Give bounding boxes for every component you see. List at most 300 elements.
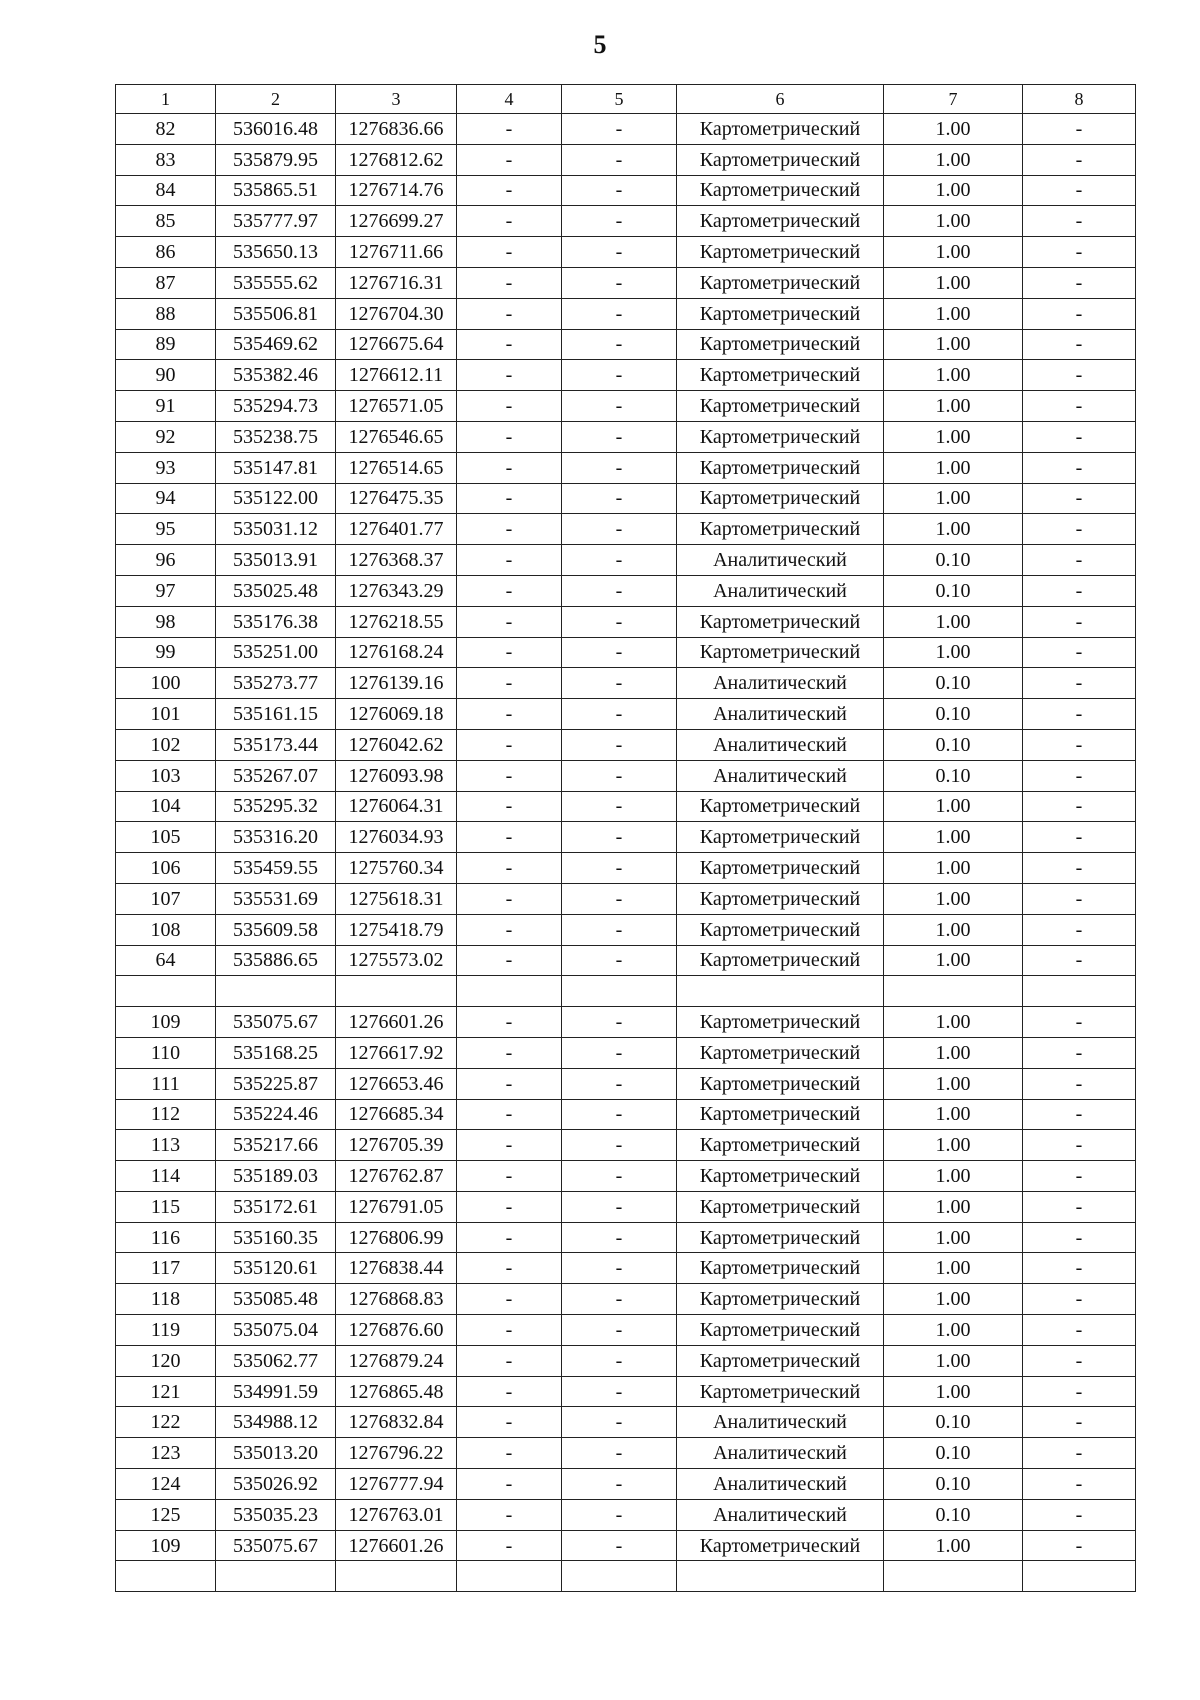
table-cell: -	[1023, 1222, 1136, 1253]
table-cell: -	[457, 545, 562, 576]
table-cell: 535609.58	[216, 914, 336, 945]
table-cell: -	[1023, 1469, 1136, 1500]
column-header: 5	[562, 85, 677, 114]
table-cell: -	[457, 1037, 562, 1068]
table-row	[116, 760, 1136, 791]
table-cell: -	[562, 421, 677, 452]
table-cell: Аналитический	[677, 668, 884, 699]
table-cell: Картометрический	[677, 1315, 884, 1346]
table-row	[116, 699, 1136, 730]
table-cell: 82	[116, 114, 216, 145]
table-row	[116, 637, 1136, 668]
table-row	[116, 1253, 1136, 1284]
table-cell: -	[457, 298, 562, 329]
table-cell: 1.00	[884, 267, 1023, 298]
table-cell: 1276763.01	[336, 1499, 457, 1530]
table-cell: -	[457, 483, 562, 514]
table-cell: -	[562, 791, 677, 822]
table-cell: 535013.91	[216, 545, 336, 576]
table-cell: -	[1023, 175, 1136, 206]
table-cell: Картометрический	[677, 822, 884, 853]
table-cell: 535295.32	[216, 791, 336, 822]
table-cell: 1.00	[884, 360, 1023, 391]
table-cell: 1276762.87	[336, 1161, 457, 1192]
table-row	[116, 822, 1136, 853]
table-cell: 1276139.16	[336, 668, 457, 699]
table-row	[116, 545, 1136, 576]
table-cell: 106	[116, 853, 216, 884]
table-cell: 83	[116, 144, 216, 175]
table-cell: 535469.62	[216, 329, 336, 360]
table-row	[116, 360, 1136, 391]
table-cell: -	[562, 945, 677, 976]
table-cell: 1.00	[884, 791, 1023, 822]
table-cell: Картометрический	[677, 267, 884, 298]
table-cell: Картометрический	[677, 791, 884, 822]
table-cell	[562, 976, 677, 1007]
table-cell: 109	[116, 1007, 216, 1038]
table-cell: Аналитический	[677, 1407, 884, 1438]
table-cell: -	[1023, 267, 1136, 298]
table-cell: 1276218.55	[336, 606, 457, 637]
table-cell	[116, 976, 216, 1007]
table-cell: -	[562, 1345, 677, 1376]
table-cell: -	[562, 1068, 677, 1099]
table-cell: 1275418.79	[336, 914, 457, 945]
table-cell: 1276716.31	[336, 267, 457, 298]
table-cell: Аналитический	[677, 1438, 884, 1469]
table-cell: Картометрический	[677, 945, 884, 976]
table-cell	[677, 976, 884, 1007]
table-cell: 1.00	[884, 391, 1023, 422]
table-cell: 0.10	[884, 699, 1023, 730]
table-cell: -	[457, 1222, 562, 1253]
table-cell: 1.00	[884, 1099, 1023, 1130]
table-cell: 0.10	[884, 545, 1023, 576]
table-cell: -	[457, 1161, 562, 1192]
table-cell: -	[562, 545, 677, 576]
table-row	[116, 391, 1136, 422]
table-cell	[1023, 1561, 1136, 1592]
table-cell: 125	[116, 1499, 216, 1530]
table-cell: 1.00	[884, 329, 1023, 360]
table-cell: 1.00	[884, 1068, 1023, 1099]
table-cell: -	[562, 206, 677, 237]
table-cell: -	[1023, 1530, 1136, 1561]
table-cell: 101	[116, 699, 216, 730]
table-cell: -	[457, 1315, 562, 1346]
table-cell: -	[562, 237, 677, 268]
table-cell: 98	[116, 606, 216, 637]
table-cell: 90	[116, 360, 216, 391]
table-cell: 1.00	[884, 1315, 1023, 1346]
table-row	[116, 175, 1136, 206]
table-cell: -	[562, 267, 677, 298]
table-cell: -	[1023, 1315, 1136, 1346]
table-cell: -	[457, 1253, 562, 1284]
table-cell: 1.00	[884, 945, 1023, 976]
table-cell: -	[1023, 1345, 1136, 1376]
table-cell: -	[562, 483, 677, 514]
table-cell: 535168.25	[216, 1037, 336, 1068]
table-cell: Картометрический	[677, 483, 884, 514]
column-header: 3	[336, 85, 457, 114]
table-row	[116, 1130, 1136, 1161]
table-cell: 1276705.39	[336, 1130, 457, 1161]
table-cell: -	[1023, 1161, 1136, 1192]
table-cell: 535650.13	[216, 237, 336, 268]
table-cell: 1.00	[884, 1253, 1023, 1284]
table-cell: -	[562, 1284, 677, 1315]
table-cell: 91	[116, 391, 216, 422]
table-cell: -	[1023, 575, 1136, 606]
table-row	[116, 853, 1136, 884]
table-cell: 1276704.30	[336, 298, 457, 329]
table-cell: -	[457, 853, 562, 884]
table-cell: -	[457, 1068, 562, 1099]
table-cell	[116, 1561, 216, 1592]
table-cell: -	[457, 1284, 562, 1315]
table-cell: 1.00	[884, 1530, 1023, 1561]
table-cell: 1276601.26	[336, 1530, 457, 1561]
table-cell: 115	[116, 1191, 216, 1222]
table-cell: 121	[116, 1376, 216, 1407]
table-row	[116, 1037, 1136, 1068]
table-cell: 1276812.62	[336, 144, 457, 175]
table-cell: -	[457, 1530, 562, 1561]
table-cell: -	[457, 822, 562, 853]
table-row	[116, 976, 1136, 1007]
table-cell: Картометрический	[677, 114, 884, 145]
table-cell: -	[562, 668, 677, 699]
table-cell: -	[1023, 1376, 1136, 1407]
table-cell: -	[562, 883, 677, 914]
table-cell: Картометрический	[677, 144, 884, 175]
table-cell: Картометрический	[677, 1253, 884, 1284]
table-cell: 122	[116, 1407, 216, 1438]
table-cell: Аналитический	[677, 729, 884, 760]
table-row	[116, 1068, 1136, 1099]
table-cell: 1276653.46	[336, 1068, 457, 1099]
table-cell: 535251.00	[216, 637, 336, 668]
table-cell: 1.00	[884, 452, 1023, 483]
table-cell: 535085.48	[216, 1284, 336, 1315]
table-cell: 105	[116, 822, 216, 853]
table-cell: Картометрический	[677, 1284, 884, 1315]
table-row	[116, 1191, 1136, 1222]
table-cell: -	[562, 1099, 677, 1130]
table-cell: -	[1023, 883, 1136, 914]
table-cell: 1276865.48	[336, 1376, 457, 1407]
table-cell: -	[1023, 144, 1136, 175]
table-cell: -	[1023, 298, 1136, 329]
table-cell: 535075.04	[216, 1315, 336, 1346]
table-cell: 1.00	[884, 914, 1023, 945]
table-cell: Картометрический	[677, 606, 884, 637]
table-cell: -	[1023, 945, 1136, 976]
table-cell: 109	[116, 1530, 216, 1561]
table-cell: -	[1023, 791, 1136, 822]
table-cell: -	[562, 114, 677, 145]
table-cell: Картометрический	[677, 1530, 884, 1561]
table-cell: -	[457, 791, 562, 822]
table-cell: 100	[116, 668, 216, 699]
table-cell: 535382.46	[216, 360, 336, 391]
table-cell: -	[1023, 421, 1136, 452]
table-cell: -	[1023, 452, 1136, 483]
table-cell: -	[457, 237, 562, 268]
table-cell: 1.00	[884, 1007, 1023, 1038]
table-cell: 1276368.37	[336, 545, 457, 576]
table-cell: -	[457, 1376, 562, 1407]
table-cell: -	[1023, 545, 1136, 576]
table-cell: 1275760.34	[336, 853, 457, 884]
table-cell: -	[457, 1345, 562, 1376]
table-cell: 92	[116, 421, 216, 452]
table-cell: Картометрический	[677, 914, 884, 945]
table-cell: 535865.51	[216, 175, 336, 206]
table-header-row	[116, 85, 1136, 114]
table-cell: 93	[116, 452, 216, 483]
table-cell: -	[562, 1530, 677, 1561]
table-cell: -	[1023, 699, 1136, 730]
table-cell: 97	[116, 575, 216, 606]
table-cell: -	[562, 914, 677, 945]
table-cell: -	[457, 329, 562, 360]
table-cell: -	[562, 1499, 677, 1530]
table-cell: -	[457, 699, 562, 730]
table-cell: -	[562, 699, 677, 730]
table-row	[116, 237, 1136, 268]
table-cell: 1.00	[884, 1284, 1023, 1315]
table-cell	[336, 1561, 457, 1592]
table-cell: 1275573.02	[336, 945, 457, 976]
table-cell: -	[562, 175, 677, 206]
table-cell: 85	[116, 206, 216, 237]
table-cell: -	[1023, 1068, 1136, 1099]
table-cell: 1276868.83	[336, 1284, 457, 1315]
table-cell	[677, 1561, 884, 1592]
table-cell: -	[457, 360, 562, 391]
table-cell: 103	[116, 760, 216, 791]
table-cell: Картометрический	[677, 1345, 884, 1376]
table-cell: 89	[116, 329, 216, 360]
table-cell: 535176.38	[216, 606, 336, 637]
table-row	[116, 1007, 1136, 1038]
table-cell: 1.00	[884, 1130, 1023, 1161]
table-cell: 94	[116, 483, 216, 514]
table-cell: -	[457, 1099, 562, 1130]
table-cell: 0.10	[884, 575, 1023, 606]
table-cell: -	[457, 637, 562, 668]
column-header: 2	[216, 85, 336, 114]
table-cell: -	[1023, 1284, 1136, 1315]
table-cell: 111	[116, 1068, 216, 1099]
table-cell: 535075.67	[216, 1530, 336, 1561]
table-row	[116, 483, 1136, 514]
table-cell: -	[457, 267, 562, 298]
table-cell: -	[1023, 329, 1136, 360]
table-cell: -	[1023, 729, 1136, 760]
table-cell: -	[562, 452, 677, 483]
table-cell: Картометрический	[677, 1222, 884, 1253]
table-cell: -	[457, 206, 562, 237]
table-cell: 1276838.44	[336, 1253, 457, 1284]
table-cell: 124	[116, 1469, 216, 1500]
table-cell: 1.00	[884, 144, 1023, 175]
table-cell: 117	[116, 1253, 216, 1284]
table-cell: 1276546.65	[336, 421, 457, 452]
table-cell: Картометрический	[677, 853, 884, 884]
table-cell	[1023, 976, 1136, 1007]
table-cell: 0.10	[884, 668, 1023, 699]
table-body	[116, 85, 1136, 1592]
table-row	[116, 206, 1136, 237]
table-cell: 534988.12	[216, 1407, 336, 1438]
table-cell: 535031.12	[216, 514, 336, 545]
table-cell: Аналитический	[677, 699, 884, 730]
table-cell: Картометрический	[677, 1007, 884, 1038]
table-cell: 535294.73	[216, 391, 336, 422]
table-cell: -	[562, 760, 677, 791]
table-cell: -	[562, 391, 677, 422]
table-cell: Картометрический	[677, 1068, 884, 1099]
table-cell: 1276832.84	[336, 1407, 457, 1438]
table-cell: -	[562, 1007, 677, 1038]
table-cell: Картометрический	[677, 452, 884, 483]
table-cell: 0.10	[884, 729, 1023, 760]
table-cell: 1276876.60	[336, 1315, 457, 1346]
table-cell: 535160.35	[216, 1222, 336, 1253]
table-cell: 1.00	[884, 421, 1023, 452]
table-cell: -	[562, 1222, 677, 1253]
table-cell: 535531.69	[216, 883, 336, 914]
table-cell: -	[562, 514, 677, 545]
table-row	[116, 1099, 1136, 1130]
table-cell: -	[457, 144, 562, 175]
table-row	[116, 883, 1136, 914]
table-cell: -	[457, 1469, 562, 1500]
table-cell: 1.00	[884, 114, 1023, 145]
table-row	[116, 668, 1136, 699]
table-cell: 99	[116, 637, 216, 668]
table-cell: 1276612.11	[336, 360, 457, 391]
column-header: 4	[457, 85, 562, 114]
table-cell: -	[1023, 637, 1136, 668]
coordinates-table	[115, 84, 1136, 1592]
table-cell	[457, 976, 562, 1007]
table-cell: -	[1023, 822, 1136, 853]
table-cell: -	[562, 360, 677, 391]
table-cell: 1.00	[884, 514, 1023, 545]
table-row	[116, 1530, 1136, 1561]
page-number: 5	[593, 30, 607, 59]
table-cell: 1.00	[884, 298, 1023, 329]
table-cell: 108	[116, 914, 216, 945]
table-cell: -	[562, 1469, 677, 1500]
table-cell: 0.10	[884, 1469, 1023, 1500]
table-cell: 1.00	[884, 483, 1023, 514]
table-cell: -	[457, 1007, 562, 1038]
table-cell: -	[562, 1130, 677, 1161]
table-cell: Картометрический	[677, 514, 884, 545]
table-row	[116, 1284, 1136, 1315]
table-row	[116, 1345, 1136, 1376]
table-cell: -	[457, 883, 562, 914]
table-cell: -	[457, 514, 562, 545]
table-cell: 535062.77	[216, 1345, 336, 1376]
table-cell: -	[457, 452, 562, 483]
table-row	[116, 421, 1136, 452]
table-cell: 1276675.64	[336, 329, 457, 360]
table-cell: 1276806.99	[336, 1222, 457, 1253]
table-cell: 1.00	[884, 1376, 1023, 1407]
table-cell: 1276034.93	[336, 822, 457, 853]
table-cell: -	[562, 822, 677, 853]
table-cell: 535189.03	[216, 1161, 336, 1192]
table-cell: 535879.95	[216, 144, 336, 175]
table-cell: -	[457, 1499, 562, 1530]
table-cell: -	[457, 1130, 562, 1161]
table-cell: Аналитический	[677, 1499, 884, 1530]
table-cell: -	[457, 1438, 562, 1469]
table-cell: -	[562, 329, 677, 360]
table-cell: 1.00	[884, 822, 1023, 853]
table-cell: Картометрический	[677, 1376, 884, 1407]
table-cell: Картометрический	[677, 883, 884, 914]
table-cell	[562, 1561, 677, 1592]
table-cell: 1.00	[884, 237, 1023, 268]
table-cell: 1.00	[884, 1222, 1023, 1253]
table-cell: 535555.62	[216, 267, 336, 298]
table-cell: 535173.44	[216, 729, 336, 760]
table-cell: 1.00	[884, 606, 1023, 637]
table-cell: Картометрический	[677, 1191, 884, 1222]
table-cell	[336, 976, 457, 1007]
table-cell: -	[1023, 760, 1136, 791]
table-row	[116, 1376, 1136, 1407]
table-cell: 110	[116, 1037, 216, 1068]
table-cell: 1276093.98	[336, 760, 457, 791]
table-row	[116, 575, 1136, 606]
table-cell: -	[1023, 360, 1136, 391]
table-cell: 0.10	[884, 1438, 1023, 1469]
table-cell: 535316.20	[216, 822, 336, 853]
table-cell: -	[1023, 606, 1136, 637]
table-cell: 1275618.31	[336, 883, 457, 914]
table-cell: 1276685.34	[336, 1099, 457, 1130]
table-cell: 535886.65	[216, 945, 336, 976]
table-cell	[457, 1561, 562, 1592]
table-cell: 535506.81	[216, 298, 336, 329]
table-cell: -	[562, 298, 677, 329]
table-cell: -	[562, 853, 677, 884]
table-cell: 1276571.05	[336, 391, 457, 422]
table-cell: 1276777.94	[336, 1469, 457, 1500]
table-cell: 0.10	[884, 1499, 1023, 1530]
table-row	[116, 729, 1136, 760]
table-cell: -	[562, 729, 677, 760]
table-cell: -	[457, 760, 562, 791]
table-cell: 64	[116, 945, 216, 976]
table-cell: -	[1023, 206, 1136, 237]
table-cell: 535225.87	[216, 1068, 336, 1099]
table-cell: -	[457, 606, 562, 637]
table-cell: 87	[116, 267, 216, 298]
table-cell: 1.00	[884, 1345, 1023, 1376]
table-cell: -	[562, 144, 677, 175]
table-cell: 1276791.05	[336, 1191, 457, 1222]
